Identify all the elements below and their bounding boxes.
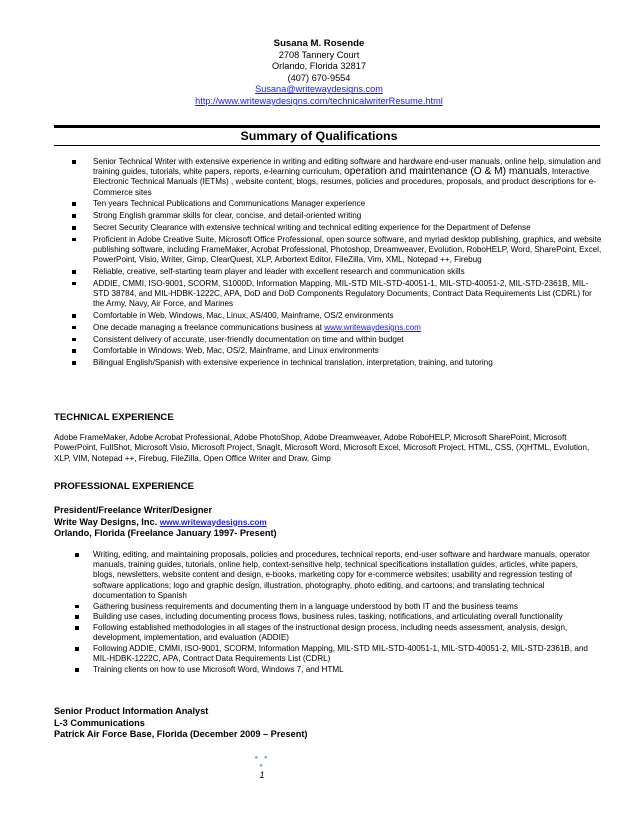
street-address: 2708 Tannery Court	[278, 49, 360, 60]
phone-number: (407) 670-9554	[287, 72, 351, 83]
header-divider-thin	[54, 145, 600, 146]
summary-heading: Summary of Qualifications	[240, 129, 398, 143]
summary-item: Ten years Technical Publications and Communications Manager experience	[72, 199, 604, 209]
duty-item: Training clients on how to use Microsoft Word, Windows 7, and HTML	[75, 665, 595, 675]
summary-item: Secret Security Clearance with extensive technical writing and technical editing experience for the Department of Defense	[72, 223, 604, 233]
professional-experience-heading: PROFESSIONAL EXPERIENCE	[54, 481, 195, 492]
job-1-title: President/Freelance Writer/Designer	[54, 505, 213, 515]
job-2-company: L-3 Communications	[54, 717, 145, 728]
summary-item: ADDIE, CMMI, ISO-9001, SCORM, S1000D, Information Mapping, MIL-STD MIL-STD-40051-1, MIL-STD-40051-2, MIL-STD-2361B, MIL-STD 38784, and MIL-HDBK-1222C, APA, DoD and DoD Components Regulatory Documents, Contract Data Requirements List (CDRL) for the Army, Navy, Air Force, and Marines	[72, 279, 604, 310]
duty-item: Following ADDIE, CMMI, ISO-9001, SCORM, Information Mapping, MIL-STD MIL-STD-40051-1, MIL-STD-40051-2, MIL-STD-2361B, and MIL-HDBK-1222C, APA, Contract Data Requirements List (CDRL)	[75, 644, 595, 664]
summary-item: Senior Technical Writer with extensive experience in writing and editing software and hardware end-user manuals, online help, simulation and training guides, tutorials, white papers, reports, e-learning curriculum, operation and maintenance (O & M) manuals, Interactive Electronic Technical Manuals (IETMs) , website content, blogs, resumes, policies and procedures, proposals, and product descriptions for e-Commerce sites	[72, 157, 604, 198]
job-2-location: Patrick Air Force Base, Florida (December 2009 – Present)	[54, 729, 308, 740]
duty-item: Gathering business requirements and documenting them in a language understood by both IT and the business teams	[75, 602, 595, 612]
job-2-header	[54, 706, 307, 741]
summary-item: Strong English grammar skills for clear, concise, and detail-oriented writing	[72, 211, 604, 221]
summary-item: Consistent delivery of accurate, user-friendly documentation on time and within budget	[72, 335, 604, 345]
city-address: Orlando, Florida 32817	[272, 61, 366, 72]
summary-list	[72, 157, 604, 370]
page-number: 1	[259, 770, 265, 780]
contact-header	[0, 38, 638, 108]
job-2-title: Senior Product Information Analyst	[54, 706, 209, 716]
applicant-name: Susana M. Rosende	[273, 38, 365, 49]
summary-item: Comfortable in Windows, Web, Mac, OS/2, Mainframe, and Linux environments	[72, 346, 604, 356]
job-1-company-link[interactable]: www.writewaydesigns.com	[159, 516, 267, 527]
summary-item: Proficient in Adobe Creative Suite, Microsoft Office Professional, open source software, and myriad desktop publishing, graphics, and website publishing software, including FrameMaker, Acrobat Professional, Photoshop, Dreamweaver, Evolution, RoboHELP, Word, SharePoint, Excel, PowerPoint, Visio, Writer, Gimp, ClearQuest, XLP, Arbortext Editor, FileZilla, Vim, XML, Notepad ++, Firebug	[72, 235, 604, 266]
job-1-header	[54, 505, 277, 540]
summary-item: Reliable, creative, self-starting team player and leader with excellent research and communication skills	[72, 267, 604, 277]
page-footer	[250, 754, 274, 780]
technical-experience-heading: TECHNICAL EXPERIENCE	[54, 412, 174, 423]
summary-item: Bilingual English/Spanish with extensive experience in technical translation, interpretation, training, and tutoring	[72, 358, 604, 368]
duty-item: Building use cases, including documenting process flows, business rules, tasking, notifications, and articulating overall functionality	[75, 612, 595, 622]
job-1-company: Write Way Designs, Inc. www.writewaydesigns.com	[54, 516, 267, 527]
footer-dots: ● ● ●	[254, 755, 270, 769]
duty-item: Following established methodologies in all stages of the instructional design process, including needs assessment, analysis, design, development, implementation, and evaluation (ADDIE)	[75, 623, 595, 643]
job-1-location: Orlando, Florida (Freelance January 1997- Present)	[54, 528, 277, 539]
summary-item: Comfortable in Web, Windows, Mac, Linux, AS/400, Mainframe, OS/2 environments	[72, 311, 604, 321]
resume-url-link[interactable]: http://www.writewaydesigns.com/technicalwriterResume.html	[195, 95, 443, 106]
email-link[interactable]: Susana@writewaydesigns.com	[255, 84, 383, 95]
business-website-link[interactable]: www.writewaydesigns.com	[324, 322, 421, 332]
summary-item: One decade managing a freelance communications business at www.writewaydesigns.com	[72, 323, 604, 333]
job-1-duties-list	[75, 550, 595, 676]
duty-item: Writing, editing, and maintaining proposals, policies and procedures, technical reports, end-user software and hardware manuals, operator manuals, training guides, tutorials, online help, context-sensitive help, technical specifications installation guides, articles, white papers, blogs, newsletters, website content and design, e-books, marketing copy for e-commerce websites; usability and regression testing of software applications; logo and graphic design, illustration, photography, photo editing, and cartoons; and translating technical documentation to Spanish	[75, 550, 595, 601]
technical-experience-text: Adobe FrameMaker, Adobe Acrobat Professional, Adobe PhotoShop, Adobe Dreamweaver, Adobe RoboHELP, Microsoft SharePoint, Microsoft PowerPoint, FullShot, Microsoft Visio, Microsoft Project, SnagIt, Microsoft Word, Microsoft Excel, Microsoft Project, HTML, CSS, (X)HTML, Evolution, XLP, VIM, Notepad ++, Firebug, FileZilla, Open Office Writer and Draw, Gimp	[54, 433, 590, 463]
